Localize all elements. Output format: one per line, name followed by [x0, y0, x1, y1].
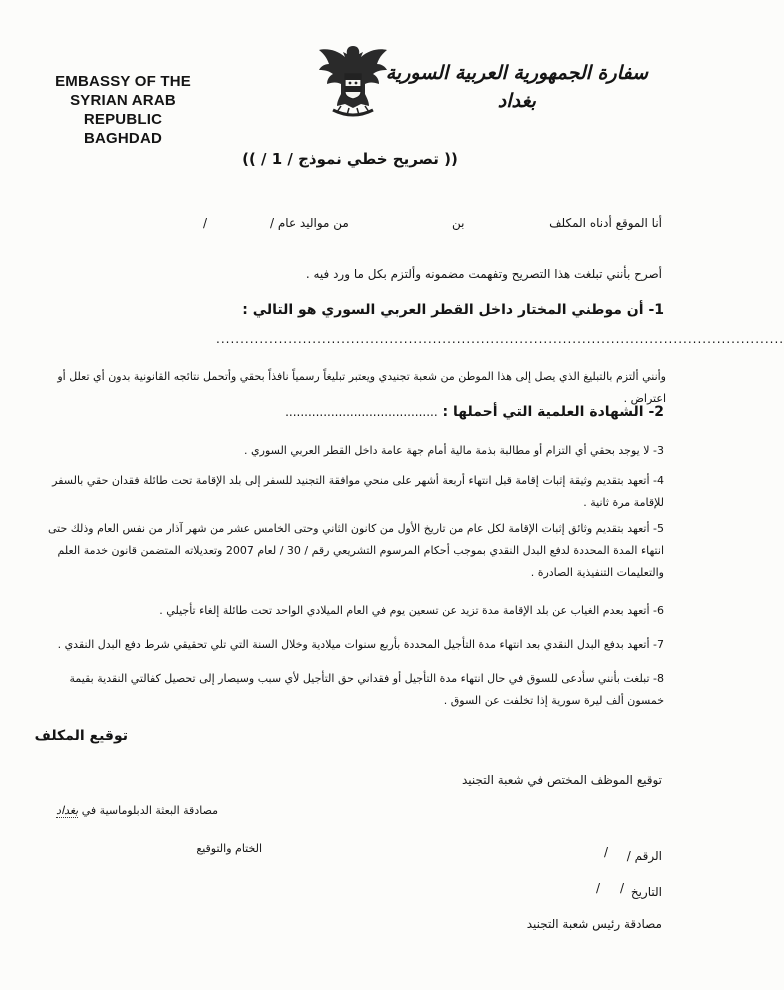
item-5-text: أتعهد بتقديم وثائق إثبات الإقامة لكل عام من تاريخ الأول من كانون الثاني وحتى الخامس عشر من شهر آذار من نفس العام وذلك حتى انتهاء المدة المحددة لدفع البدل النقدي بموجب أحكام المرسوم التشريعي رقم / 30 / لعام 2007 وتعديلاته المتضمن قانون خدمة العلم والتعليمات التنفيذية الصادرة . — [47, 522, 664, 579]
item-8-text: تبلغت بأنني سأدعى للسوق في حال انتهاء مدة التأجيل أو فقداني حق التأجيل لأي سبب وسيصار إلى تحصيل كفالتي النقدية بقيمة خمسون ألف ليرة سورية إذا تخلفت عن السوق . — [69, 672, 664, 707]
son-of-label: بن — [452, 216, 465, 230]
item-5-number: 5- — [653, 522, 664, 535]
item-7-text: أتعهد بدفع البدل النقدي بعد انتهاء مدة التأجيل المحددة بأربع سنوات ميلادية وخلال السنة التي تلي تحقيقي شرط دفع البدل النقدي . — [57, 638, 650, 651]
item-5 — [34, 518, 664, 584]
item-4-text: أتعهد بتقديم وثيقة إثبات إقامة قبل انتهاء أربعة أشهر على منحي موافقة التجنيد للسفر إلى بلد الإقامة تحت طائلة فقدان حقي بالسفر للإقامة مرة ثانية . — [52, 474, 664, 509]
acknowledgement-text: أصرح بأنني تبلغت هذا التصريح وتفهمت مضمونه وألتزم بكل ما ورد فيه . — [305, 267, 662, 281]
number-label: الرقم / — [626, 849, 662, 863]
mission-city: بغداد — [56, 804, 79, 817]
item-2 — [44, 404, 664, 420]
item-8-number: 8- — [653, 672, 664, 685]
date-label: التاريخ — [630, 885, 662, 899]
english-line-3: BAGHDAD — [83, 130, 163, 147]
item-2-number: 2- — [648, 404, 664, 420]
head-endorsement-label: مصادقة رئيس شعبة التجنيد — [526, 917, 662, 931]
birth-year-slash: / — [203, 216, 208, 230]
notice-commitment-text: وأنني ألتزم بالتبليغ الذي يصل إلى هذا الموطن من شعبة تجنيدي ويعتبر تبليغاً رسمياً نافذاً بحقي وأتحمل نتائجه القانونية بدون أي تعلل أو اعتراض . — [57, 370, 666, 405]
date-slash-2: / — [596, 881, 601, 895]
item-6-number: 6- — [653, 604, 664, 617]
arabic-header-line-1: سفارة الجمهورية العربية السورية — [385, 62, 648, 84]
item-7-number: 7- — [653, 638, 664, 651]
embassy-english-header — [38, 72, 208, 148]
declarant-signature-label: توقيع المكلف — [34, 728, 128, 744]
item-4 — [34, 470, 664, 514]
item-4-number: 4- — [653, 474, 664, 487]
item-1-number: 1- — [648, 302, 664, 318]
officer-signature-label: توقيع الموظف المختص في شعبة التجنيد — [462, 773, 662, 787]
form-title: (( تصريح خطي نموذج / 1 / )) — [242, 150, 458, 168]
item-7 — [34, 634, 664, 656]
eagle-emblem-icon — [315, 40, 391, 124]
item-2-dots: ........................................ — [285, 405, 438, 419]
embassy-arabic-header — [386, 62, 648, 112]
english-line-2: SYRIAN ARAB REPUBLIC — [70, 92, 176, 128]
seal-and-signature-label: الختام والتوقيع — [196, 842, 262, 855]
item-8 — [34, 668, 664, 712]
item-6-text: أتعهد بعدم الغياب عن بلد الإقامة مدة تزيد عن تسعين يوم في العام الميلادي الواحد تحت طائلة إلغاء تأجيلي . — [159, 604, 650, 617]
item-3-text: لا يوجد بحقي أي التزام أو مطالبة بذمة مالية أمام جهة عامة داخل القطر العربي السوري . — [244, 444, 650, 457]
item-1 — [44, 302, 664, 318]
item-6 — [34, 600, 664, 622]
mission-endorsement-label: مصادقة البعثة الدبلوماسية في — [81, 804, 218, 817]
arabic-header-line-2: بغداد — [497, 90, 536, 112]
item-3-number: 3- — [653, 444, 664, 457]
address-dotted-line: ...................................................................................................................... — [216, 332, 784, 346]
number-slash: / — [604, 845, 609, 859]
item-2-text: الشهادة العلمية التي أحملها : — [442, 404, 644, 420]
birth-year-label: من مواليد عام / — [270, 216, 349, 230]
mission-endorsement — [56, 804, 218, 817]
item-1-text: أن موطني المختار داخل القطر العربي السوري هو التالي : — [242, 302, 644, 318]
signer-label: أنا الموقع أدناه المكلف — [549, 216, 662, 230]
date-slash-1: / — [620, 881, 625, 895]
english-line-1: EMBASSY OF THE — [55, 73, 191, 90]
item-3 — [34, 440, 664, 462]
